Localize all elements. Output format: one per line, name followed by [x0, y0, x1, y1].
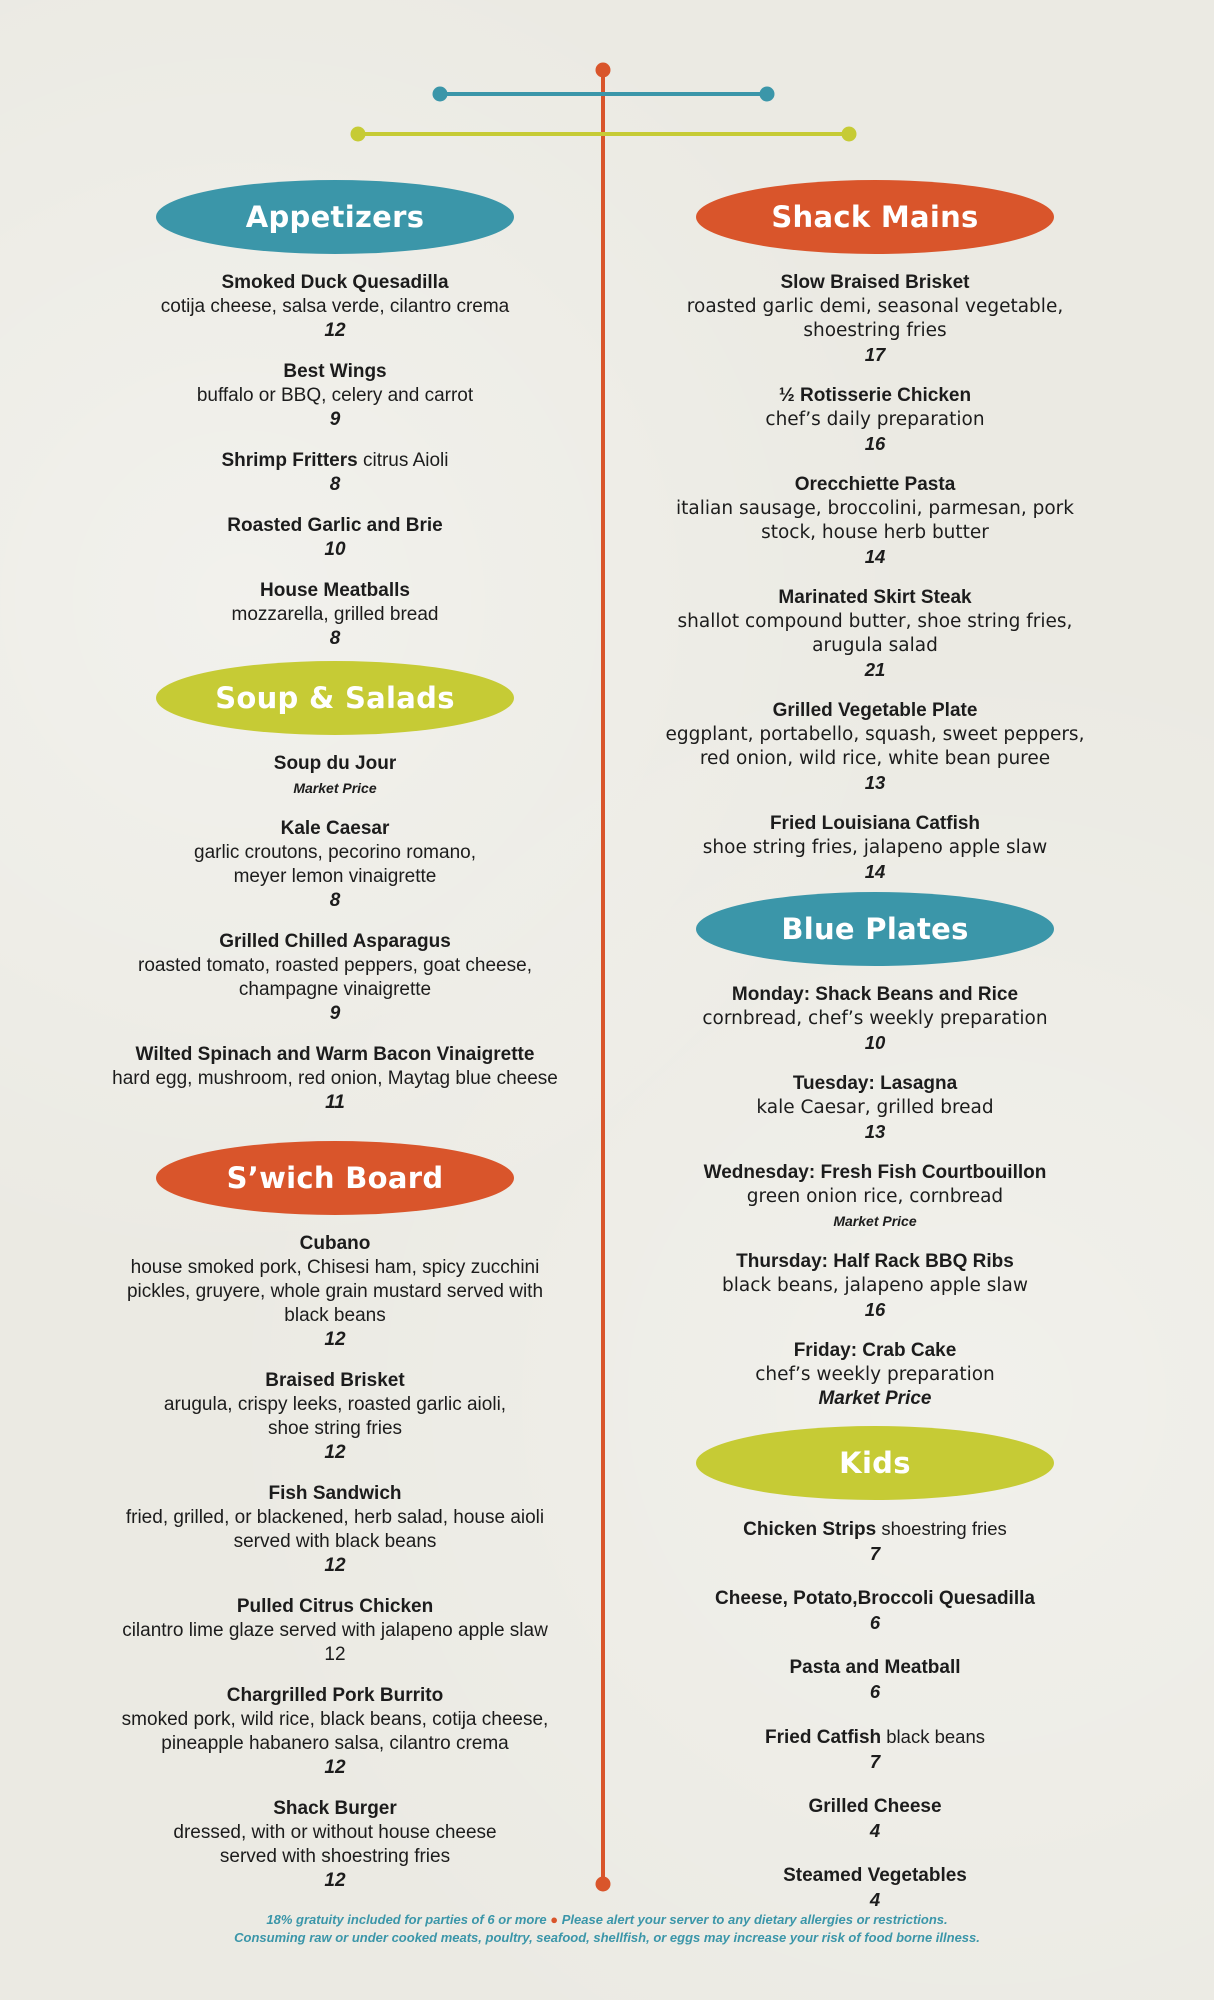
menu-item — [105, 1684, 565, 1780]
item-price: 12 — [324, 1870, 346, 1891]
menu-item — [105, 1595, 565, 1667]
item-price: 9 — [329, 409, 341, 430]
item-description: eggplant, portabello, squash, sweet peppers, — [665, 724, 1085, 745]
blue-plates-heading: Blue Plates — [696, 892, 1054, 966]
item-name: House Meatballs — [260, 580, 410, 601]
item-price: 12 — [324, 1555, 346, 1576]
item-description: chef’s weekly preparation — [755, 1364, 995, 1385]
kids-heading: Kids — [696, 1426, 1054, 1500]
market-price-note: Market Price — [818, 1388, 932, 1409]
menu-item — [105, 1232, 565, 1352]
item-description: arugula, crispy leeks, roasted garlic aioli, — [163, 1394, 507, 1415]
menu-item — [645, 1587, 1105, 1635]
item-description: shoe string fries, jalapeno apple slaw — [702, 837, 1048, 858]
menu-item — [645, 384, 1105, 456]
appetizers-section — [105, 180, 565, 651]
item-description: cornbread, chef’s weekly preparation — [702, 1008, 1048, 1029]
item-name: Pasta and Meatball — [789, 1657, 961, 1678]
item-name: Grilled Cheese — [808, 1796, 942, 1817]
item-price: 14 — [864, 546, 886, 567]
item-price: 9 — [329, 1003, 341, 1024]
item-description: black beans — [284, 1305, 386, 1326]
item-description: dressed, with or without house cheese — [173, 1822, 497, 1843]
teal-crossbar-left-dot — [433, 87, 448, 102]
item-description: cilantro lime glaze served with jalapeno apple slaw — [122, 1620, 548, 1641]
item-description: stock, house herb butter — [761, 522, 989, 543]
teal-crossbar-right-dot — [760, 87, 775, 102]
item-description: arugula salad — [812, 635, 938, 656]
menu-item — [105, 1043, 565, 1115]
item-description: smoked pork, wild rice, black beans, cotija cheese, — [121, 1709, 549, 1730]
item-price: 7 — [869, 1751, 881, 1772]
item-description: shoe string fries — [267, 1418, 403, 1439]
item-description: shallot compound butter, shoe string fries, — [677, 611, 1073, 632]
swich-board-heading: S’wich Board — [156, 1141, 514, 1215]
menu-item — [645, 586, 1105, 682]
menu-item — [645, 1339, 1105, 1411]
item-price: 11 — [325, 1092, 345, 1113]
menu-item — [645, 1725, 1105, 1774]
divider-top-dot — [596, 63, 611, 78]
item-description: red onion, wild rice, white bean puree — [699, 748, 1051, 769]
item-price: 12 — [324, 320, 346, 341]
menu-item — [105, 1482, 565, 1578]
item-name: Shack Burger — [273, 1798, 397, 1819]
kids-section — [645, 1426, 1105, 1912]
menu-item — [105, 930, 565, 1026]
item-name: ½ Rotisserie Chicken — [778, 385, 972, 406]
item-price: 17 — [864, 344, 886, 365]
item-description: black beans, jalapeno apple slaw — [721, 1275, 1029, 1296]
menu-item — [645, 271, 1105, 367]
item-description: green onion rice, cornbread — [746, 1186, 1004, 1207]
item-name: Roasted Garlic and Brie — [227, 515, 443, 536]
item-description: mozzarella, grilled bread — [231, 604, 439, 625]
menu-item — [105, 752, 565, 800]
item-name: Wednesday: Fresh Fish Courtbouillon — [703, 1162, 1047, 1183]
item-price: 4 — [869, 1820, 881, 1841]
item-price: 13 — [864, 1121, 886, 1142]
menu-item — [105, 1797, 565, 1893]
menu-item — [645, 1656, 1105, 1704]
menu-item — [105, 579, 565, 651]
menu-item — [645, 1517, 1105, 1566]
item-name: Grilled Vegetable Plate — [772, 700, 978, 721]
item-name: Steamed Vegetables — [783, 1865, 967, 1886]
item-price: 10 — [324, 539, 346, 560]
item-price: 7 — [869, 1543, 881, 1564]
item-description: meyer lemon vinaigrette — [233, 866, 437, 887]
item-name: Kale Caesar — [280, 818, 390, 839]
item-description: served with black beans — [233, 1531, 437, 1552]
item-name: Cheese, Potato,Broccoli Quesadilla — [715, 1588, 1035, 1609]
item-name: Best Wings — [283, 361, 387, 382]
menu-item — [105, 360, 565, 432]
item-price: 12 — [324, 1644, 346, 1665]
item-price: 6 — [869, 1681, 881, 1702]
market-price-note: Market Price — [833, 1213, 917, 1229]
item-name: Grilled Chilled Asparagus — [219, 931, 451, 952]
item-price: 12 — [324, 1757, 346, 1778]
item-name: Chargrilled Pork Burrito — [226, 1685, 444, 1706]
menu-item — [105, 514, 565, 562]
footer-line-2: Consuming raw or under cooked meats, poultry, seafood, shellfish, or eggs may increase your risk of food borne illness. — [234, 1930, 980, 1945]
bullet-dot-icon: ● — [550, 1912, 559, 1927]
item-description: house smoked pork, Chisesi ham, spicy zucchini — [130, 1257, 540, 1278]
shack-mains-section — [645, 180, 1105, 884]
item-name: Braised Brisket — [265, 1370, 405, 1391]
item-name: Pulled Citrus Chicken — [236, 1596, 434, 1617]
soup-salads-heading: Soup & Salads — [156, 661, 514, 735]
item-description: kale Caesar, grilled bread — [756, 1097, 994, 1118]
item-price: 12 — [324, 1329, 346, 1350]
menu-item — [105, 271, 565, 343]
soup-salads-section — [105, 661, 565, 1115]
item-price: 8 — [329, 628, 341, 649]
menu-item — [645, 1795, 1105, 1843]
item-name: Thursday: Half Rack BBQ Ribs — [736, 1251, 1014, 1272]
item-description: cotija cheese, salsa verde, cilantro crema — [160, 296, 510, 317]
menu-footer-notice — [0, 1911, 1214, 1947]
item-description: fried, grilled, or blackened, herb salad, house aioli — [125, 1507, 545, 1528]
item-name: Friday: Crab Cake — [793, 1340, 957, 1361]
item-price: 13 — [864, 772, 886, 793]
item-description: chef’s daily preparation — [765, 409, 985, 430]
footer-line-1 — [0, 1911, 1214, 1929]
item-name: Fish Sandwich — [268, 1483, 402, 1504]
allergy-note: Please alert your server to any dietary allergies or restrictions. — [561, 1912, 948, 1927]
divider-bottom-dot — [596, 1877, 611, 1892]
menu-item — [105, 449, 565, 497]
item-description: pineapple habanero salsa, cilantro crema — [161, 1733, 509, 1754]
item-name: Fried Louisiana Catfish — [769, 813, 981, 834]
menu-item — [645, 812, 1105, 884]
item-name: Tuesday: Lasagna — [792, 1073, 958, 1094]
item-description: shoestring fries — [803, 320, 947, 341]
item-name: Shrimp Fritters — [221, 450, 358, 471]
item-name: Orecchiette Pasta — [794, 474, 956, 495]
menu-item — [105, 817, 565, 913]
menu-item — [645, 699, 1105, 795]
shack-mains-heading: Shack Mains — [696, 180, 1054, 254]
item-name: Monday: Shack Beans and Rice — [731, 984, 1019, 1005]
item-name: Chicken Strips — [743, 1519, 877, 1540]
item-description: roasted tomato, roasted peppers, goat cheese, — [138, 955, 532, 976]
menu-item — [645, 473, 1105, 569]
market-price-note: Market Price — [293, 780, 377, 796]
menu-item — [645, 1161, 1105, 1233]
menu-item — [105, 1369, 565, 1465]
item-price: 14 — [864, 861, 886, 882]
item-price: 8 — [329, 890, 341, 911]
item-description: pickles, gruyere, whole grain mustard served with — [126, 1281, 544, 1302]
item-name: Cubano — [299, 1233, 371, 1254]
item-name: Wilted Spinach and Warm Bacon Vinaigrette — [135, 1044, 535, 1065]
blue-plates-section — [645, 892, 1105, 1411]
appetizers-heading: Appetizers — [156, 180, 514, 254]
item-description: buffalo or BBQ, celery and carrot — [196, 385, 474, 406]
item-name: Soup du Jour — [273, 753, 397, 774]
item-price: 16 — [864, 433, 886, 454]
item-price: 4 — [869, 1889, 881, 1910]
item-name: Slow Braised Brisket — [780, 272, 970, 293]
item-description: italian sausage, broccolini, parmesan, pork — [676, 498, 1074, 519]
menu-item — [645, 1072, 1105, 1144]
item-price: 12 — [324, 1442, 346, 1463]
lime-crossbar-right-dot — [842, 127, 857, 142]
item-description: served with shoestring fries — [219, 1846, 451, 1867]
item-price: 10 — [864, 1032, 886, 1053]
menu-item — [645, 1864, 1105, 1912]
item-description: shoestring fries — [881, 1518, 1007, 1539]
swich-board-section — [105, 1141, 565, 1893]
item-description: garlic croutons, pecorino romano, — [194, 842, 476, 863]
menu-item — [645, 983, 1105, 1055]
item-description: roasted garlic demi, seasonal vegetable, — [686, 296, 1064, 317]
item-price: 8 — [329, 474, 341, 495]
item-description: champagne vinaigrette — [238, 979, 432, 1000]
item-name: Marinated Skirt Steak — [778, 587, 972, 608]
gratuity-note: 18% gratuity included for parties of 6 or more — [266, 1912, 547, 1927]
menu-item — [645, 1250, 1105, 1322]
item-price: 16 — [864, 1299, 886, 1320]
item-name: Smoked Duck Quesadilla — [221, 272, 449, 293]
item-price: 6 — [869, 1612, 881, 1633]
item-name: Fried Catfish — [765, 1727, 882, 1748]
lime-crossbar-left-dot — [351, 127, 366, 142]
item-description: hard egg, mushroom, red onion, Maytag blue cheese — [112, 1068, 558, 1089]
item-price: 21 — [864, 659, 886, 680]
item-description: citrus Aioli — [362, 450, 449, 471]
item-description: black beans — [886, 1726, 985, 1747]
